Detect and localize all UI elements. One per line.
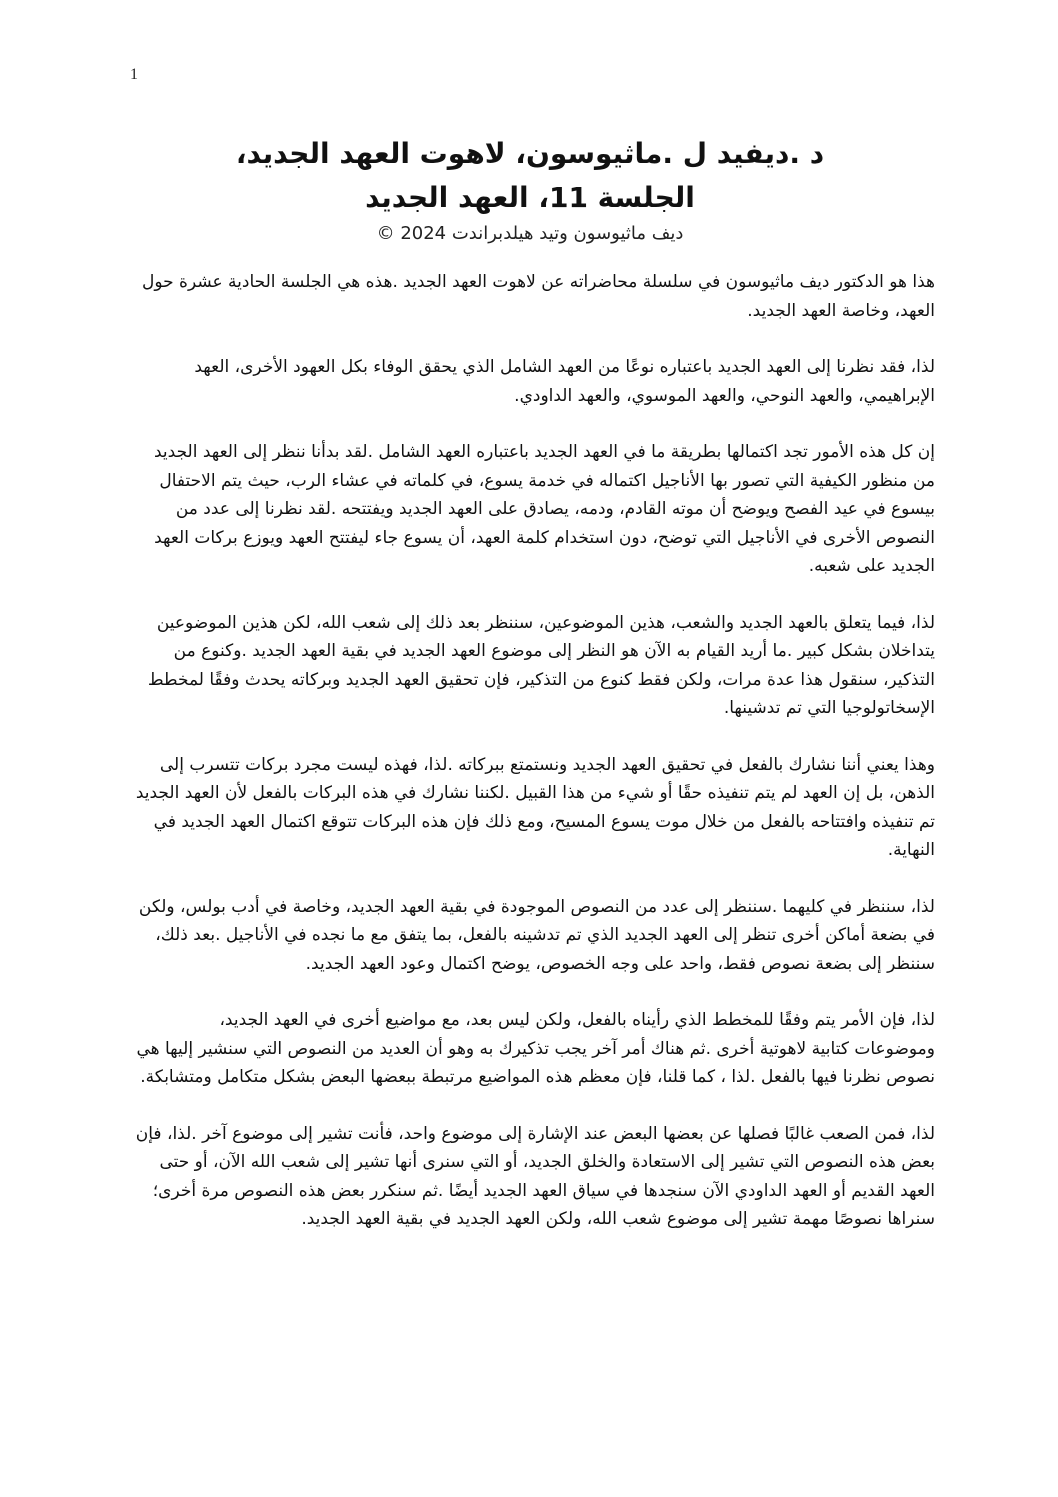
paragraph-2: لذا، فقد نظرنا إلى العهد الجديد باعتباره نوعًا من العهد الشامل الذي يحقق الوفاء بكل العهود الأخرى، العهد الإبراهيمي، والعهد النوحي، والعهد الموسوي، والعهد الداودي. (194, 357, 935, 406)
paragraph-7: لذا، فإن الأمر يتم وفقًا للمخطط الذي رأيناه بالفعل، ولكن ليس بعد، مع مواضيع أخرى في العهد الجديد، وموضوعات كتابية لاهوتية أخرى .ثم هناك أمر آخر يجب تذكيرك به وهو أن العديد من النصوص التي سنشير إليها هي نصوص نظرنا فيها بالفعل .لذا ، كما قلنا، فإن معظم هذه المواضيع مرتبطة ببعضها البعض بشكل متكامل ومتشابكة. (136, 1010, 935, 1087)
page-number: 1 (130, 66, 138, 83)
title-line-1: د .ديفيد ل .ماثيوسون، لاهوت العهد الجديد، (235, 137, 825, 170)
paragraph-8: لذا، فمن الصعب غالبًا فصلها عن بعضها البعض عند الإشارة إلى موضوع واحد، فأنت تشير إلى موضوع آخر .لذا، فإن بعض هذه النصوص التي تشير إلى الاستعادة والخلق الجديد، أو التي سنرى أنها تشير إلى شعب الله الآن، أو حتى العهد القديم أو العهد الداودي الآن سنجدها في سياق العهد الجديد أيضًا .ثم سنكرر بعض هذه النصوص مرة أخرى؛ سنراها نصوصًا مهمة تشير إلى موضوع شعب الله، ولكن العهد الجديد في بقية العهد الجديد. (135, 1123, 935, 1229)
document-body (135, 268, 935, 1262)
paragraph-3: إن كل هذه الأمور تجد اكتمالها بطريقة ما في العهد الجديد باعتباره العهد الشامل .لقد بدأنا ننظر إلى العهد الجديد من منظور الكيفية التي تصور بها الأناجيل اكتماله في خدمة يسوع، في كلماته في عشاء الرب، حيث يتم الاحتفال بيسوع في عيد الفصح ويوضح أن موته القادم، ودمه، يصادق على العهد الجديد ويفتتحه .لقد نظرنا إلى عدد من النصوص الأخرى في الأناجيل التي توضح، دون استخدام كلمة العهد، أن يسوع جاء ليفتتح العهد ويوزع بركات العهد الجديد على شعبه. (153, 442, 935, 576)
paragraph-1: هذا هو الدكتور ديف ماثيوسون في سلسلة محاضراته عن لاهوت العهد الجديد .هذه هي الجلسة الحادية عشرة حول العهد، وخاصة العهد الجديد. (142, 272, 935, 321)
paragraph-5: وهذا يعني أننا نشارك بالفعل في تحقيق العهد الجديد ونستمتع ببركاته .لذا، فهذه ليست مجرد بركات تتسرب إلى الذهن، بل إن العهد لم يتم تنفيذه حقًا أو شيء من هذا القبيل .لكننا نشارك في هذه البركات بالفعل لأن العهد الجديد تم تنفيذه وافتتاحه بالفعل من خلال موت يسوع المسيح، ومع ذلك فإن هذه البركات تتوقع اكتمال العهد الجديد في النهاية. (135, 754, 935, 860)
paragraph-6: لذا، سننظر في كليهما .سننظر إلى عدد من النصوص الموجودة في بقية العهد الجديد، وخاصة في أدب بولس، ولكن في بضعة أماكن أخرى تنظر إلى العهد الجديد الذي تم تدشينه بالفعل، بما يتفق مع ما نجده في الأناجيل .بعد ذلك، سننظر إلى بضعة نصوص فقط، واحد على وجه الخصوص، يوضح اكتمال وعود العهد الجديد. (138, 896, 935, 974)
paragraph-4: لذا، فيما يتعلق بالعهد الجديد والشعب، هذين الموضوعين، سننظر بعد ذلك إلى شعب الله، لكن هذين الموضوعين يتداخلان بشكل كبير .ما أريد القيام به الآن هو النظر إلى موضوع العهد الجديد في بقية العهد الجديد .وكنوع من التذكير، سنقول هذا عدة مرات، ولكن فقط كنوع من التذكير، فإن تحقيق العهد الجديد وبركاته يحدث وفقًا لمخطط الإسخاتولوجيا التي تم تدشينها. (147, 612, 935, 718)
document-header (140, 132, 920, 248)
title-line-2: الجلسة 11، العهد الجديد (365, 181, 695, 214)
copyright-line: ديف ماثيوسون وتيد هيلدبراندت 2024 © (376, 223, 684, 244)
